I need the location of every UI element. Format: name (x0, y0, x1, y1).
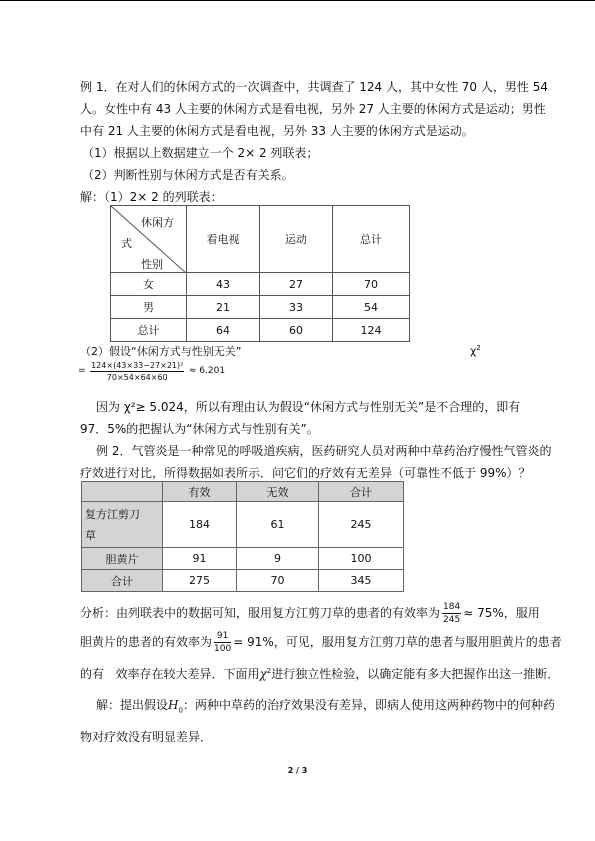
header-cell: 总计 (333, 206, 410, 273)
row-label: 合计 (82, 570, 163, 592)
header-cell (82, 482, 163, 502)
chi-exponent: 2 (476, 344, 481, 352)
example1-line: 中有 21 人主要的休闲方式是看电视，另外 33 人主要的休闲方式是运动。 (80, 124, 474, 138)
analysis-line-3 (80, 660, 560, 685)
table-row (111, 319, 410, 342)
table-cell: 275 (163, 570, 237, 592)
table-cell: 60 (260, 319, 333, 342)
example2-line: 例 2．气管炎是一种常见的呼吸道疾病，医药研究人员对两种中草药治疗慢性气管炎的 (96, 444, 552, 458)
table-cell: 345 (319, 570, 404, 592)
hypothesis-subscript: 0 (178, 706, 183, 715)
table-cell: 64 (187, 319, 260, 342)
analysis-text: 进行独立性检验，以确定能有多大把握作出这一推断． (271, 667, 560, 681)
row-label (82, 502, 163, 548)
hypothesis-symbol: H (168, 698, 179, 712)
formula-denominator: 70×54×64×60 (106, 373, 168, 382)
analysis-text: = 91%，可见，服用复方江剪刀草的患者与服用胆黄片的患者 (233, 635, 562, 649)
table-header-row (82, 482, 404, 502)
row-label: 胆黄片 (82, 548, 163, 570)
header-cell: 有效 (163, 482, 237, 502)
table-cell: 33 (260, 296, 333, 319)
table-header-row (111, 206, 410, 273)
row-label-part: 复方江剪刀 (85, 507, 140, 521)
solution-2-line-1 (96, 694, 555, 721)
example1-line: 例 1．在对人们的休闲方式的一次调查中，共调查了 124 人，其中女性 70 人，男性 54 (80, 80, 548, 94)
table-row (111, 273, 410, 296)
header-cell: 合计 (319, 482, 404, 502)
table-cell: 43 (187, 273, 260, 296)
page-number: 2 / 3 (287, 766, 308, 775)
table-cell: 100 (319, 548, 404, 570)
frac-denominator: 245 (443, 615, 461, 625)
contingency-table-1 (110, 205, 410, 342)
diagonal-header-top-cont: 式 (121, 237, 132, 250)
hypothesis-line: （2）假设“休闲方式与性别无关” (80, 345, 242, 358)
analysis-line-2 (80, 627, 562, 657)
table-cell: 70 (237, 570, 319, 592)
table-row (82, 502, 404, 548)
solution-text: ：两种中草药的治疗效果没有差异，即病人使用这两种药物中的何种药 (182, 698, 555, 712)
efficacy-table (81, 481, 404, 592)
formula-approx: ≈ 6.201 (188, 366, 226, 376)
chi-letter: χ (259, 667, 267, 681)
frac-numerator: 184 (443, 602, 461, 612)
chi-square-formula (78, 360, 225, 383)
chi-letter: χ (470, 344, 477, 358)
header-cell: 看电视 (187, 206, 260, 273)
table-cell: 124 (333, 319, 410, 342)
solution-2-line-2: 物对疗效没有明显差异． (80, 730, 213, 744)
table-row (82, 548, 404, 570)
analysis-text: 胆黄片的患者的有效率为 (80, 635, 213, 649)
table-cell: 61 (237, 502, 319, 548)
example1-text (80, 76, 548, 208)
fraction-184-245 (442, 601, 461, 626)
solution-1: 解：（1）2× 2 的列联表： (80, 190, 223, 204)
header-cell: 无效 (237, 482, 319, 502)
frac-numerator: 91 (214, 630, 231, 643)
solution-text: 解：提出假设 (96, 698, 169, 712)
top-rule (0, 0, 595, 1)
table-row (82, 570, 404, 592)
table-cell: 9 (237, 548, 319, 570)
formula-fraction (90, 360, 184, 383)
example1-line: 人。女性中有 43 人主要的休闲方式是看电视，另外 27 人主要的休闲方式是运动；男性 (80, 102, 546, 116)
conclusion-line: 因为 χ²≥ 5.024，所以有理由认为假设“休闲方式与性别无关”是不合理的，即有 (96, 400, 521, 414)
question-1: （1）根据以上数据建立一个 2× 2 列联表； (82, 146, 319, 160)
analysis-text: ≈ 75%，服用 (463, 606, 540, 620)
analysis-text: 分析：由列联表中的数据可知，服用复方江剪刀草的患者的有效率为 (80, 606, 441, 620)
table-row (111, 296, 410, 319)
frac-denominator: 100 (214, 644, 232, 654)
diagonal-header-cell (111, 206, 187, 273)
equals-sign: = (78, 366, 86, 376)
fraction-91-100 (214, 630, 231, 655)
analysis-text: 的有 效率存在较大差异．下面用 (80, 667, 260, 681)
analysis-line-1 (80, 598, 540, 628)
chi-exponent: 2 (266, 667, 272, 675)
table-cell: 27 (260, 273, 333, 296)
chi-symbol (470, 344, 481, 358)
header-cell: 运动 (260, 206, 333, 273)
diagonal-header-bottom: 性别 (141, 258, 163, 271)
conclusion-line: 97．5%的把握认为“休闲方式与性别有关”。 (80, 422, 319, 436)
diagonal-header-top: 休闲方 (141, 216, 174, 229)
table-cell: 184 (163, 502, 237, 548)
table-cell: 21 (187, 296, 260, 319)
row-label: 总计 (111, 319, 187, 342)
question-2: （2）判断性别与休闲方式是否有关系。 (82, 168, 294, 182)
row-label: 男 (111, 296, 187, 319)
row-label-part: 草 (85, 528, 96, 542)
formula-numerator: 124×(43×33−27×21)² (91, 361, 184, 370)
table-cell: 245 (319, 502, 404, 548)
table-cell: 91 (163, 548, 237, 570)
table-cell: 54 (333, 296, 410, 319)
table-cell: 70 (333, 273, 410, 296)
row-label: 女 (111, 273, 187, 296)
example2-line: 疗效进行对比，所得数据如表所示．问它们的疗效有无差异（可靠性不低于 99%）？ (80, 466, 531, 480)
